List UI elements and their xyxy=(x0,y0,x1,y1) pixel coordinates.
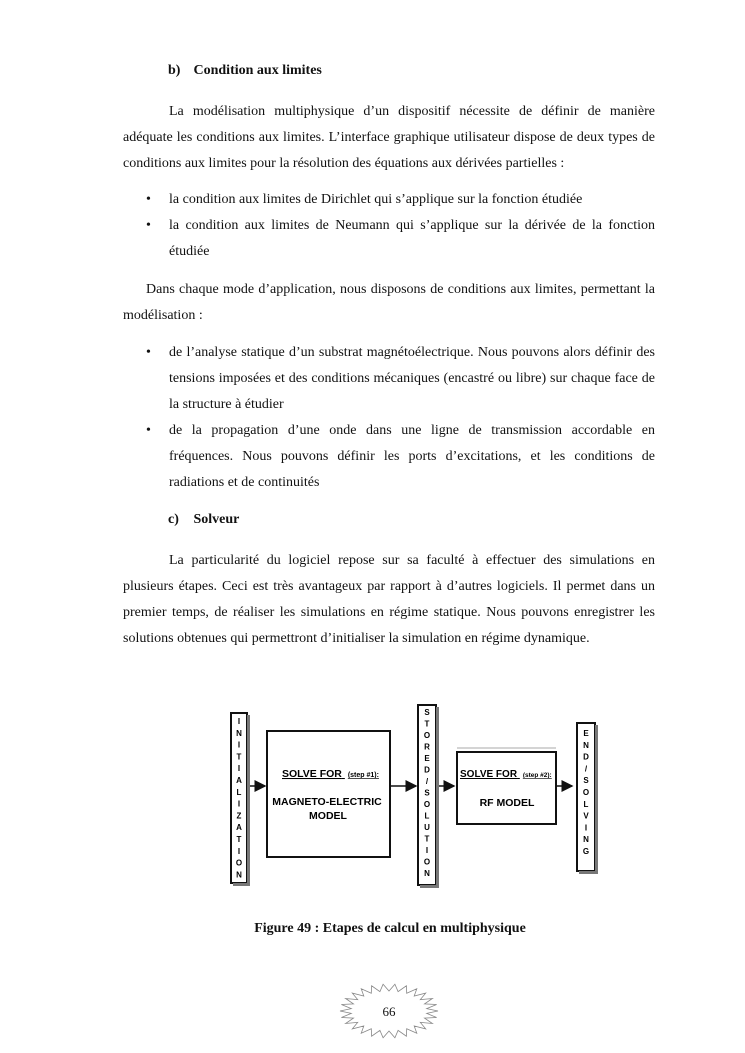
label-letter: G xyxy=(582,847,590,856)
label-letter: V xyxy=(583,811,589,821)
section-c-number: c) xyxy=(168,512,179,527)
solve-step1-step: (step #1): xyxy=(347,772,379,779)
solve-step2-title: SOLVE FOR xyxy=(460,769,518,780)
label-letter: O xyxy=(423,731,431,740)
list-item-text: de la propagation d’une onde dans une ligne de transmission accordable en fréquences. Nous pouvons définir les ports d’excitations, et les conditions de radiations et de continuités xyxy=(169,423,655,490)
label-letter: T xyxy=(424,719,430,729)
paragraph-modes: Dans chaque mode d’application, nous disposons de conditions aux limites, permettant la modélisation : xyxy=(123,282,655,323)
bullet-dot: • xyxy=(146,192,151,207)
label-letter: L xyxy=(236,787,242,797)
list-item xyxy=(123,187,655,213)
label-letter: I xyxy=(237,764,241,774)
label-letter: / xyxy=(425,777,429,786)
label-letter: N xyxy=(236,728,242,738)
section-b-title: Condition aux limites xyxy=(193,63,322,78)
section-b-heading xyxy=(168,63,322,79)
label-letter: I xyxy=(425,846,429,855)
solve-step1-model-line1: MAGNETO-ELECTRIC xyxy=(272,796,382,808)
label-letter: I xyxy=(237,799,241,809)
list-item xyxy=(123,213,655,265)
label-letter: Z xyxy=(236,811,242,821)
label-letter: T xyxy=(236,752,242,762)
figure-caption: Figure 49 : Etapes de calcul en multiphysique xyxy=(254,921,526,936)
label-letter: N xyxy=(583,740,589,750)
solve-step1-title: SOLVE FOR xyxy=(282,768,342,780)
label-letter: U xyxy=(424,823,430,832)
label-letter: L xyxy=(583,799,589,809)
label-letter: D xyxy=(424,765,430,775)
label-letter: S xyxy=(424,708,430,717)
label-letter: O xyxy=(235,858,243,868)
label-letter: N xyxy=(424,869,430,878)
label-letter: / xyxy=(584,764,588,774)
label-letter: R xyxy=(424,742,430,752)
list-item xyxy=(123,340,655,418)
end-solving-box xyxy=(577,723,598,874)
solve-step2-step: (step #2): xyxy=(522,772,552,779)
label-letter: I xyxy=(237,717,241,726)
initialization-box xyxy=(231,713,250,886)
label-letter: I xyxy=(237,740,241,750)
label-letter: O xyxy=(423,857,431,867)
label-letter: N xyxy=(236,870,242,880)
label-letter: L xyxy=(424,811,430,821)
paragraph-intro: La modélisation multiphysique d’un dispositif nécessite de définir de manière adéquate les conditions aux limites. L’interface graphique utilisateur dispose de deux types de conditions aux limites pour la résolution des équations aux dérivées partielles : xyxy=(123,104,655,171)
label-letter: S xyxy=(583,776,589,786)
section-b-number: b) xyxy=(168,63,181,78)
end-solving-label xyxy=(583,729,589,856)
label-letter: O xyxy=(582,788,590,797)
paragraph-solver: La particularité du logiciel repose sur sa faculté à effectuer des simulations en plusieurs étapes. Ceci est très avantageux par rapport à d’autres logiciels. Il permet dans un premier temps, de réaliser les simulations en régime statique. Nous pouvons enregistrer les solutions obtenues qui permettront d’initialiser la simulation en régime dynamique. xyxy=(123,553,655,646)
section-c-heading xyxy=(168,512,239,528)
list-item-text: de l’analyse statique d’un substrat magnétoélectrique. Nous pouvons alors définir des tensions imposées et des conditions mécaniques (encastré ou libre) sur chaque face de la structure à étudier xyxy=(169,345,655,412)
list-item-text: la condition aux limites de Neumann qui s’applique sur la dérivée de la fonction étudiée xyxy=(169,218,655,259)
section-c-title: Solveur xyxy=(193,512,240,527)
list-item xyxy=(123,418,655,496)
bullet-dot: • xyxy=(146,218,151,233)
stored-solution-box xyxy=(418,705,439,888)
label-letter: I xyxy=(584,823,588,833)
label-letter: A xyxy=(236,776,242,785)
label-letter: O xyxy=(423,800,431,809)
label-letter: I xyxy=(237,846,241,856)
multiphysics-flow-diagram xyxy=(220,700,605,895)
label-letter: D xyxy=(583,752,589,762)
label-letter: S xyxy=(424,788,430,798)
label-letter: T xyxy=(236,835,242,844)
solve-step1-model-line2: MODEL xyxy=(309,810,347,822)
label-letter: E xyxy=(424,754,430,763)
solve-step1-box xyxy=(267,731,390,857)
bullet-list-modes xyxy=(123,340,655,496)
label-letter: E xyxy=(583,729,589,738)
page-number: 66 xyxy=(382,1004,396,1019)
label-letter: A xyxy=(236,823,242,833)
label-letter: N xyxy=(583,835,589,845)
bullet-list-conditions xyxy=(123,187,655,265)
solve-step2-box xyxy=(457,748,556,824)
bullet-dot: • xyxy=(146,423,151,438)
list-item-text: la condition aux limites de Dirichlet qui s’applique sur la fonction étudiée xyxy=(169,192,583,207)
solve-step2-model: RF MODEL xyxy=(479,797,535,809)
label-letter: T xyxy=(424,834,430,844)
bullet-dot: • xyxy=(146,345,151,360)
